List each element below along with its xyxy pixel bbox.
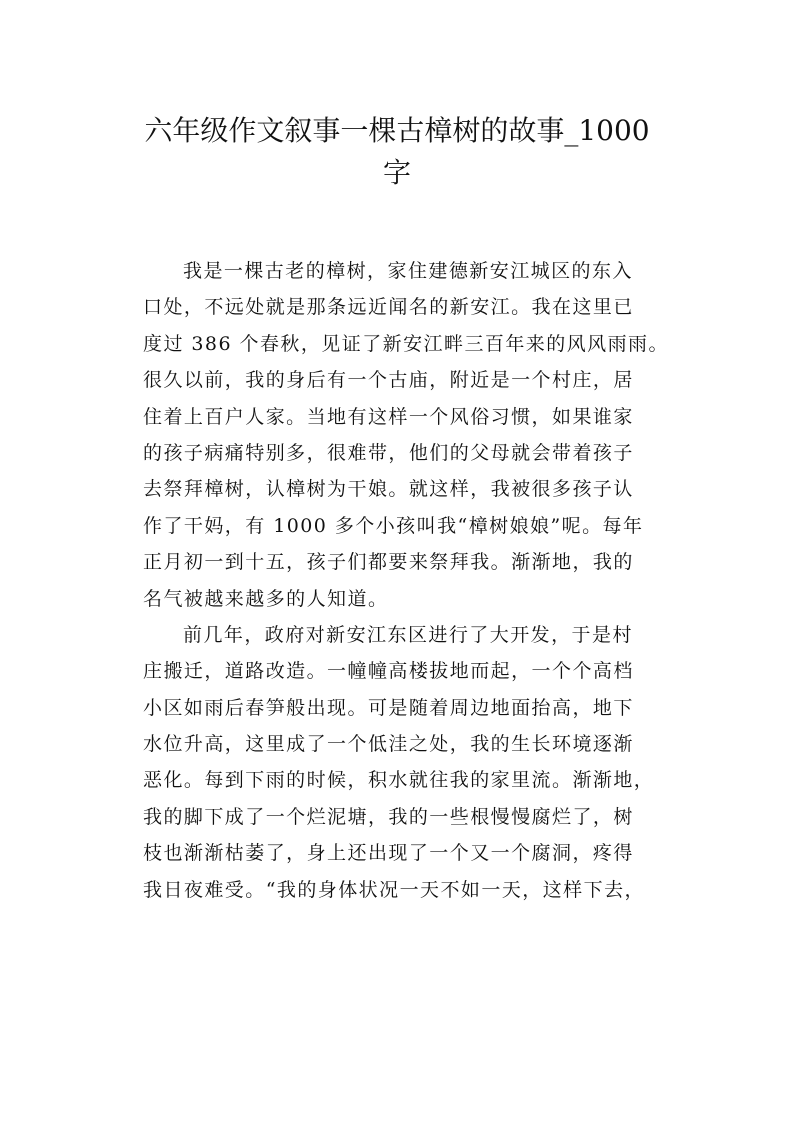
body-line: 我是一棵古老的樟树，家住建德新安江城区的东入	[183, 260, 633, 282]
body-line: 去祭拜樟树，认樟树为干娘。就这样，我被很多孩子认	[143, 478, 634, 501]
body-line: 庄搬迁，道路改造。一幢幢高楼拔地而起，一个个高档	[143, 660, 634, 683]
body-line: 前几年，政府对新安江东区进行了大开发，于是村	[183, 623, 633, 646]
document-title	[120, 110, 674, 194]
document-body	[143, 253, 675, 908]
body-line: 小区如雨后春笋般出现。可是随着周边地面抬高，地下	[143, 696, 634, 719]
body-line: 住着上百户人家。当地有这样一个风俗习惯，如果谁家	[143, 405, 634, 428]
body-line: 恶化。每到下雨的时候，积水就往我的家里流。渐渐地，	[143, 769, 655, 792]
body-line: 的孩子病痛特别多，很难带，他们的父母就会带着孩子	[143, 441, 634, 464]
body-line: 我的脚下成了一个烂泥塘，我的一些根慢慢腐烂了，树	[143, 805, 634, 828]
title-line-1: 六年级作文叙事一棵古樟树的故事_1000	[144, 114, 650, 147]
body-line: 名气被越来越多的人知道。	[143, 587, 389, 610]
body-line: 口处，不远处就是那条远近闻名的新安江。我在这里已	[143, 296, 634, 319]
body-line: 度过 386 个春秋，见证了新安江畔三百年来的风风雨雨。	[143, 332, 669, 355]
title-line-2: 字	[382, 156, 411, 189]
body-line: 作了干妈，有 1000 多个小孩叫我“樟树娘娘”呢。每年	[143, 514, 644, 537]
body-line: 水位升高，这里成了一个低洼之处，我的生长环境逐渐	[143, 733, 634, 756]
body-line: 我日夜难受。“我的身体状况一天不如一天，这样下去，	[143, 878, 645, 901]
body-line: 很久以前，我的身后有一个古庙，附近是一个村庄，居	[143, 369, 634, 392]
body-line: 枝也渐渐枯萎了，身上还出现了一个又一个腐洞，疼得	[143, 842, 634, 865]
body-line: 正月初一到十五，孩子们都要来祭拜我。渐渐地，我的	[143, 551, 634, 574]
